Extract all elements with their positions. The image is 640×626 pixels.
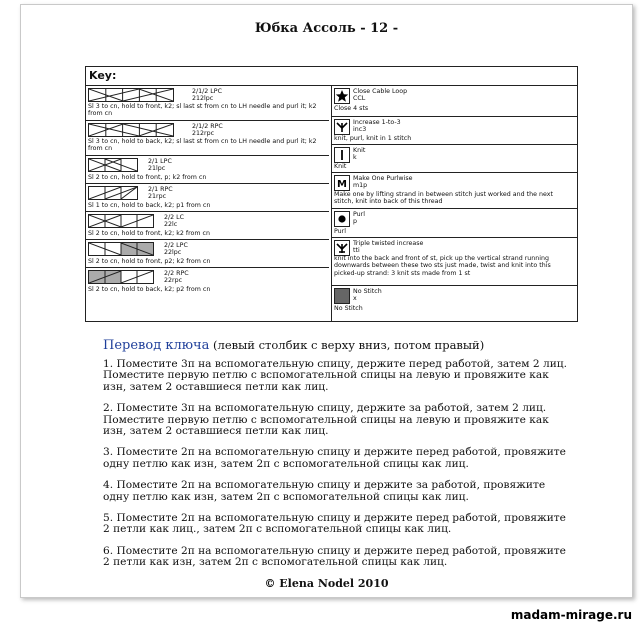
- key-left-column: [86, 86, 329, 298]
- translation-note: (левый столбик с верху вниз, потом правый): [209, 338, 485, 352]
- key-abbr: inc3: [353, 126, 367, 133]
- key-right-column: [331, 86, 578, 321]
- key-row-no-stitch: [332, 286, 578, 321]
- key-abbr: 22rpc: [164, 277, 183, 284]
- key-row-ccl: [332, 86, 578, 117]
- key-desc: Sl 2 to cn, hold to front, p; k2 from cn: [88, 174, 207, 181]
- page-title: Юбка Ассоль - 12 -: [254, 21, 399, 36]
- key-desc: knit, purl, knit in 1 stitch: [334, 135, 412, 142]
- translation-step: 4. Поместите 2п на вспомогательную спицу и держите за работой, провяжите одну петлю как изн, затем 2п с вспомогательной спицы как лиц.: [103, 479, 546, 503]
- key-desc: Purl: [334, 228, 347, 235]
- key-heading: Key:: [86, 67, 577, 86]
- key-row-knit: [332, 145, 578, 173]
- cable-212lpc-symbol: [88, 88, 174, 102]
- key-row-inc3: [332, 117, 578, 145]
- key-desc: Sl 2 to cn, hold to front, k2; k2 from cn: [88, 230, 210, 237]
- key-abbr: CCL: [353, 95, 366, 102]
- key-abbr: 212lpc: [192, 95, 214, 102]
- key-abbr: k: [353, 154, 357, 161]
- translation-step: 3. Поместите 2п на вспомогательную спицу и держите перед работой, провяжите одну петлю как изн, затем 2п с вспомогательной спицы как лиц.: [103, 446, 566, 470]
- copyright: © Elena Nodel 2010: [264, 577, 389, 590]
- key-name: 2/1 LPC: [148, 158, 172, 165]
- key-row-22rpc: [86, 268, 329, 298]
- triple-twisted-increase-icon: [334, 240, 350, 256]
- key-name: 2/1 RPC: [148, 186, 173, 193]
- key-abbr: 22lpc: [164, 249, 182, 256]
- translation-step: 5. Поместите 2п на вспомогательную спицу и держите перед работой, провяжите 2 петли как лиц., затем 2п с вспомогательной спицы как лиц.: [103, 512, 566, 536]
- site-watermark: madam-mirage.ru: [510, 608, 632, 622]
- key-abbr: p: [353, 218, 357, 225]
- translation-title: Перевод ключа: [103, 338, 210, 353]
- key-row-tti: [332, 238, 578, 286]
- key-row-21rpc: [86, 184, 329, 212]
- key-row-212lpc: [86, 86, 329, 121]
- key-name: No Stitch: [353, 288, 382, 295]
- key-abbr: 21rpc: [148, 193, 167, 200]
- document-page: [20, 4, 633, 598]
- key-row-21lpc: [86, 156, 329, 184]
- key-desc: knit into the back and front of st, pick up the vertical strand running downwards between these two sts just made, twist and knit into this picked-up strand: 3 knit sts made from 1 st: [334, 255, 551, 277]
- cable-212rpc-symbol: [88, 123, 174, 137]
- key-abbr: 22lc: [164, 221, 178, 228]
- cable-22lc-symbol: [88, 214, 154, 228]
- translation-step: 1. Поместите 3п на вспомогательную спицу, держите перед работой, затем 2 лиц. Поместите первую петлю с вспомогательной спицы на левую и провяжите как изн, затем 2 оставшиеся петли как лиц.: [103, 358, 567, 393]
- cable-22lpc-symbol: [88, 242, 154, 256]
- key-table: [85, 66, 578, 322]
- key-row-purl: [332, 209, 578, 238]
- key-desc: Sl 3 to cn, hold to back, k2; sl last st from cn to LH needle and purl it; k2 from cn: [88, 138, 317, 153]
- key-name: 2/1/2 RPC: [192, 123, 223, 130]
- make-one-purlwise-icon: [334, 175, 350, 191]
- key-abbr: 21lpc: [148, 165, 166, 172]
- key-desc: Sl 1 to cn, hold to back, k2; p1 from cn: [88, 202, 211, 209]
- key-row-212rpc: [86, 121, 329, 156]
- key-abbr: tti: [353, 247, 360, 254]
- key-desc: Knit: [334, 163, 347, 170]
- translation-step: 2. Поместите 3п на вспомогательную спицу, держите за работой, затем 2 лиц. Поместите первую петлю с вспомогательной спицы на левую и провяжите как изн, затем 2 оставшиеся петли как лиц.: [103, 402, 549, 438]
- key-desc: Sl 2 to cn, hold to front, p2; k2 from cn: [88, 258, 211, 265]
- key-name: Purl: [353, 211, 366, 218]
- key-name: Close Cable Loop: [353, 88, 408, 95]
- key-name: Make One Purlwise: [353, 175, 413, 182]
- increase-icon: [334, 119, 350, 135]
- key-name: 2/2 LC: [164, 214, 185, 221]
- key-name: Increase 1-to-3: [353, 119, 401, 126]
- cable-21lpc-symbol: [88, 158, 138, 172]
- key-desc: Sl 3 to cn, hold to front, k2; sl last st from cn to LH needle and purl it; k2 from cn: [88, 103, 317, 118]
- key-abbr: x: [353, 295, 357, 302]
- purl-dot-icon: [334, 211, 350, 227]
- no-stitch-swatch: [334, 288, 350, 304]
- key-desc: Close 4 sts: [334, 105, 369, 112]
- key-desc: No Stitch: [334, 305, 363, 312]
- cable-21rpc-symbol: [88, 186, 138, 200]
- key-abbr: m1p: [353, 182, 368, 189]
- key-desc: Make one by lifting strand in between stitch just worked and the next stitch, knit into back of this thread: [334, 191, 553, 206]
- cable-22rpc-symbol: [88, 270, 154, 284]
- key-name: 2/2 LPC: [164, 242, 188, 249]
- star-icon: [334, 88, 350, 104]
- svg-text:M: M: [337, 179, 347, 190]
- translation-heading: [103, 338, 484, 353]
- key-abbr: 212rpc: [192, 130, 215, 137]
- key-name: Knit: [353, 147, 366, 154]
- key-name: 2/2 RPC: [164, 270, 189, 277]
- key-row-m1p: [332, 173, 578, 209]
- key-row-22lc: [86, 212, 329, 240]
- translation-step: 6. Поместите 2п на вспомогательную спицу и держите перед работой, провяжите 2 петли как изн, затем 2п с вспомогательной спицы как лиц.: [103, 544, 566, 569]
- key-name: 2/1/2 LPC: [192, 88, 222, 95]
- key-name: Triple twisted increase: [353, 240, 424, 247]
- key-desc: Sl 2 to cn, hold to back, k2; p2 from cn: [88, 286, 211, 293]
- translation-steps: [103, 359, 573, 579]
- knit-icon: [334, 147, 350, 163]
- key-row-22lpc: [86, 240, 329, 268]
